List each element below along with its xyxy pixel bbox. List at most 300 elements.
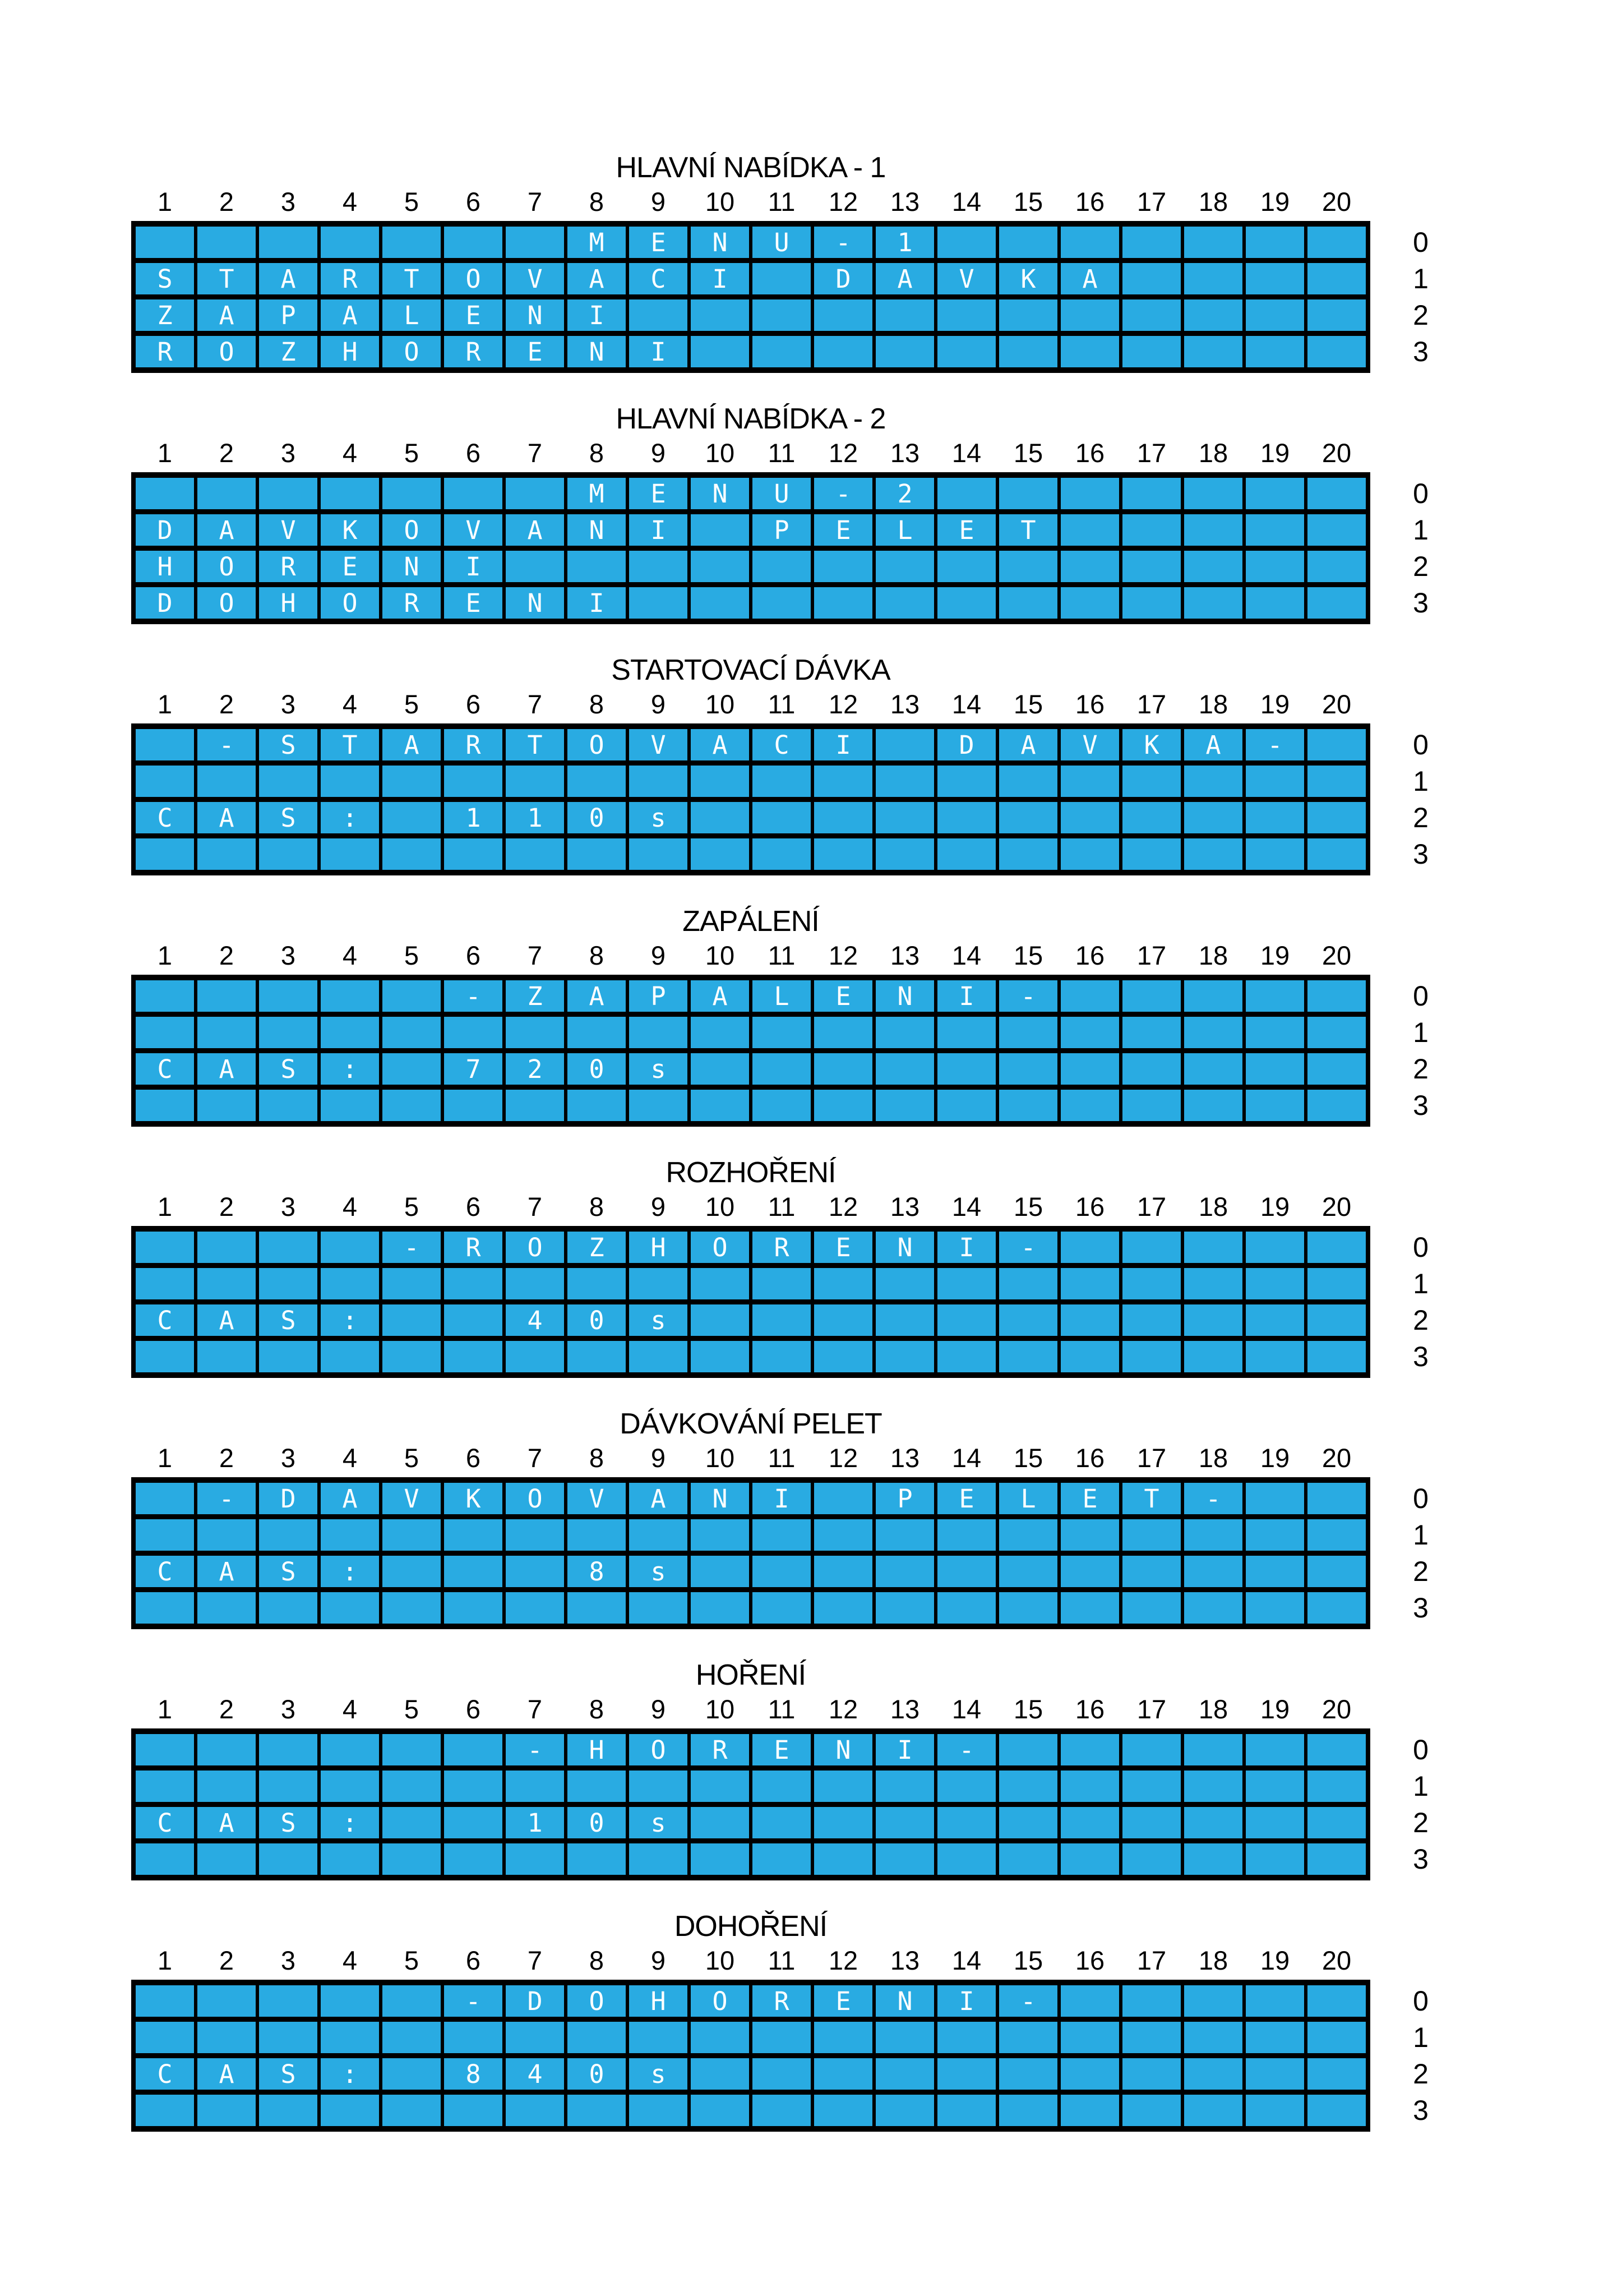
lcd-cell: D (814, 263, 872, 294)
lcd-cell (567, 551, 626, 582)
lcd-cell (1246, 478, 1304, 509)
column-number: 15 (1013, 689, 1043, 719)
lcd-cell (876, 729, 934, 760)
lcd-cell (752, 2058, 811, 2090)
lcd-cell: N (691, 478, 749, 509)
lcd-cell: E (629, 478, 687, 509)
lcd-cell: - (506, 1734, 564, 1765)
lcd-cell (1307, 1843, 1366, 1875)
lcd-cell (629, 1090, 687, 1121)
lcd-cell: s (629, 802, 687, 833)
row-number: 1 (1413, 2022, 1429, 2053)
lcd-cell: R (136, 336, 194, 367)
lcd-cell: O (197, 551, 256, 582)
lcd-cell (1307, 1734, 1366, 1765)
lcd-cell (752, 551, 811, 582)
lcd-cell (1122, 551, 1181, 582)
lcd-cell (629, 1771, 687, 1802)
lcd-cell (321, 1268, 379, 1299)
column-number: 13 (890, 186, 920, 216)
lcd-cell: A (506, 514, 564, 546)
column-number: 3 (280, 940, 296, 970)
lcd-cell (136, 1592, 194, 1624)
lcd-cell: O (382, 336, 441, 367)
lcd-cell: O (382, 514, 441, 546)
column-number: 7 (527, 1191, 543, 1221)
column-number: 20 (1321, 940, 1352, 970)
lcd-cell (876, 2058, 934, 2090)
lcd-cell (999, 2058, 1057, 2090)
lcd-cell (444, 227, 502, 258)
lcd-cell: 8 (567, 1556, 626, 1587)
lcd-cell (382, 1017, 441, 1048)
lcd-cell (1246, 2095, 1304, 2126)
lcd-cell (1184, 1053, 1242, 1085)
lcd-cell (1246, 1304, 1304, 1336)
lcd-cell (136, 766, 194, 797)
column-number: 10 (705, 186, 735, 216)
lcd-cell (136, 478, 194, 509)
lcd-screen-block (131, 1909, 1429, 2132)
lcd-cell: A (197, 802, 256, 833)
lcd-cell: : (321, 1556, 379, 1587)
lcd-cell (1122, 980, 1181, 1012)
column-number: 4 (342, 940, 358, 970)
lcd-cell (259, 1519, 317, 1551)
lcd-cell (1246, 1519, 1304, 1551)
column-number: 7 (527, 689, 543, 719)
lcd-cell (691, 1304, 749, 1336)
column-number: 14 (951, 186, 982, 216)
lcd-cell: - (999, 1985, 1057, 2017)
row-number: 1 (1413, 1519, 1429, 1551)
column-number: 12 (828, 1191, 858, 1221)
lcd-cell (382, 1556, 441, 1587)
lcd-cell: E (1061, 1483, 1119, 1514)
lcd-cell (197, 1734, 256, 1765)
lcd-cell: V (567, 1483, 626, 1514)
column-number: 2 (219, 186, 234, 216)
lcd-cell (1122, 838, 1181, 870)
lcd-cell (1246, 1268, 1304, 1299)
lcd-cell (752, 838, 811, 870)
row-number: 3 (1413, 838, 1429, 870)
lcd-cell: K (444, 1483, 502, 1514)
column-number: 2 (219, 1191, 234, 1221)
lcd-cell (259, 478, 317, 509)
lcd-cell (629, 1519, 687, 1551)
column-number: 2 (219, 437, 234, 468)
lcd-cell (814, 838, 872, 870)
lcd-character-grid (131, 221, 1370, 373)
column-number: 18 (1198, 1945, 1228, 1975)
lcd-cell: L (752, 980, 811, 1012)
lcd-cell (876, 587, 934, 619)
column-number: 17 (1136, 1191, 1167, 1221)
lcd-cell (567, 1341, 626, 1372)
lcd-cell: D (259, 1483, 317, 1514)
lcd-cell (444, 1734, 502, 1765)
lcd-cell (1246, 1843, 1304, 1875)
lcd-cell (752, 802, 811, 833)
lcd-cell (506, 2022, 564, 2053)
lcd-cell (691, 802, 749, 833)
lcd-cell (876, 802, 934, 833)
lcd-cell (999, 1843, 1057, 1875)
lcd-cell (197, 838, 256, 870)
lcd-cell: C (752, 729, 811, 760)
lcd-cell (506, 1592, 564, 1624)
lcd-cell (1061, 1734, 1119, 1765)
lcd-cell (752, 299, 811, 331)
lcd-cell: H (629, 1232, 687, 1263)
lcd-cell (691, 2058, 749, 2090)
lcd-cell (1307, 980, 1366, 1012)
lcd-cell (1307, 2022, 1366, 2053)
column-number: 5 (404, 437, 419, 468)
lcd-cell (999, 838, 1057, 870)
lcd-cell (1061, 2058, 1119, 2090)
lcd-cell (1184, 1232, 1242, 1263)
column-number: 14 (951, 940, 982, 970)
column-number: 9 (650, 186, 666, 216)
lcd-cell (1184, 1843, 1242, 1875)
column-number: 1 (157, 1442, 173, 1473)
lcd-cell (444, 1017, 502, 1048)
lcd-cell (752, 1090, 811, 1121)
lcd-cell (259, 1985, 317, 2017)
lcd-cell (876, 1556, 934, 1587)
lcd-cell: T (506, 729, 564, 760)
lcd-cell (197, 1232, 256, 1263)
lcd-cell: A (567, 263, 626, 294)
row-number: 2 (1413, 1807, 1429, 1838)
column-number: 12 (828, 437, 858, 468)
column-number: 4 (342, 1191, 358, 1221)
lcd-cell (444, 1304, 502, 1336)
lcd-cell: A (1061, 263, 1119, 294)
lcd-cell (1061, 1556, 1119, 1587)
lcd-cell (814, 1483, 872, 1514)
lcd-cell (752, 587, 811, 619)
lcd-cell (691, 1843, 749, 1875)
column-number: 11 (768, 1945, 796, 1975)
lcd-cell: R (444, 336, 502, 367)
lcd-cell (999, 1807, 1057, 1838)
lcd-cell (814, 1053, 872, 1085)
lcd-cell (814, 1519, 872, 1551)
lcd-cell (876, 299, 934, 331)
lcd-cell (814, 1268, 872, 1299)
column-number: 8 (589, 1694, 604, 1724)
lcd-cell (1061, 1341, 1119, 1372)
lcd-cell (999, 766, 1057, 797)
lcd-cell (1061, 2022, 1119, 2053)
lcd-cell (136, 980, 194, 1012)
lcd-cell: D (136, 587, 194, 619)
column-number: 9 (650, 689, 666, 719)
lcd-cell (1184, 1519, 1242, 1551)
lcd-cell (937, 838, 996, 870)
column-number: 1 (157, 940, 173, 970)
lcd-cell (1061, 980, 1119, 1012)
lcd-cell: H (567, 1734, 626, 1765)
lcd-cell: R (259, 551, 317, 582)
lcd-cell (382, 227, 441, 258)
column-number: 7 (527, 186, 543, 216)
column-number: 10 (705, 1191, 735, 1221)
lcd-cell (321, 1090, 379, 1121)
lcd-cell: - (444, 1985, 502, 2017)
lcd-cell (567, 1017, 626, 1048)
lcd-cell: N (506, 587, 564, 619)
lcd-cell: R (444, 1232, 502, 1263)
lcd-cell (1184, 514, 1242, 546)
lcd-cell: 8 (444, 2058, 502, 2090)
lcd-cell (321, 478, 379, 509)
lcd-cell (506, 478, 564, 509)
lcd-cell (691, 2022, 749, 2053)
lcd-cell (136, 1483, 194, 1514)
lcd-cell (752, 1843, 811, 1875)
lcd-cell (1122, 2058, 1181, 2090)
column-number: 15 (1013, 1694, 1043, 1724)
column-number-row (131, 185, 1370, 218)
lcd-cell (1307, 227, 1366, 258)
lcd-cell (1307, 1017, 1366, 1048)
lcd-cell (999, 336, 1057, 367)
lcd-cell: R (752, 1232, 811, 1263)
lcd-cell (136, 1843, 194, 1875)
lcd-cell: N (876, 1232, 934, 1263)
column-number: 6 (465, 689, 481, 719)
lcd-cell: R (382, 587, 441, 619)
lcd-cell (321, 2022, 379, 2053)
column-number: 6 (465, 1694, 481, 1724)
lcd-screen-block (131, 1155, 1429, 1378)
lcd-cell: O (197, 587, 256, 619)
column-number: 12 (828, 1694, 858, 1724)
lcd-cell: V (444, 514, 502, 546)
lcd-cell (1307, 729, 1366, 760)
column-number: 11 (768, 186, 796, 216)
column-number: 8 (589, 1442, 604, 1473)
lcd-cell (1307, 1519, 1366, 1551)
lcd-cell (382, 1592, 441, 1624)
lcd-cell (1246, 1985, 1304, 2017)
column-number: 20 (1321, 186, 1352, 216)
lcd-cell: D (136, 514, 194, 546)
lcd-cell: 2 (506, 1053, 564, 1085)
lcd-cell (444, 1268, 502, 1299)
row-number: 2 (1413, 802, 1429, 833)
column-number: 11 (768, 940, 796, 970)
lcd-cell: : (321, 2058, 379, 2090)
row-number: 3 (1413, 2095, 1429, 2126)
lcd-cell (1307, 263, 1366, 294)
column-number: 5 (404, 1442, 419, 1473)
column-number: 3 (280, 689, 296, 719)
lcd-cell (259, 1268, 317, 1299)
lcd-cell (259, 2022, 317, 2053)
row-number: 0 (1413, 227, 1429, 258)
lcd-cell (321, 1771, 379, 1802)
lcd-cell (1184, 838, 1242, 870)
lcd-cell: V (382, 1483, 441, 1514)
lcd-cell (506, 1519, 564, 1551)
row-number: 0 (1413, 980, 1429, 1012)
lcd-cell: : (321, 1807, 379, 1838)
lcd-cell: I (567, 587, 626, 619)
row-number: 3 (1413, 1090, 1429, 1121)
lcd-cell (1246, 336, 1304, 367)
lcd-cell (999, 1771, 1057, 1802)
lcd-cell (1184, 478, 1242, 509)
lcd-cell (937, 1519, 996, 1551)
lcd-cell: U (752, 478, 811, 509)
lcd-cell (629, 1268, 687, 1299)
lcd-cell (876, 1090, 934, 1121)
lcd-cell (814, 1341, 872, 1372)
lcd-cell (1061, 227, 1119, 258)
lcd-cell: A (197, 1556, 256, 1587)
lcd-cell (136, 1090, 194, 1121)
column-number: 14 (951, 1442, 982, 1473)
lcd-cell: A (382, 729, 441, 760)
column-number: 5 (404, 1694, 419, 1724)
column-number: 10 (705, 689, 735, 719)
lcd-cell: S (259, 729, 317, 760)
lcd-cell (1184, 299, 1242, 331)
lcd-cell: s (629, 1304, 687, 1336)
lcd-cell (814, 1843, 872, 1875)
lcd-cell (1307, 587, 1366, 619)
lcd-cell (321, 1017, 379, 1048)
lcd-cell (691, 1090, 749, 1121)
lcd-cell (752, 1771, 811, 1802)
lcd-cell (999, 1090, 1057, 1121)
lcd-cell (876, 1017, 934, 1048)
column-number: 3 (280, 1442, 296, 1473)
lcd-cell (1307, 802, 1366, 833)
lcd-cell: S (136, 263, 194, 294)
column-number: 8 (589, 689, 604, 719)
lcd-cell (506, 227, 564, 258)
lcd-cell (1246, 1232, 1304, 1263)
lcd-cell (382, 838, 441, 870)
lcd-cell (999, 227, 1057, 258)
lcd-cell (999, 1017, 1057, 1048)
lcd-cell (937, 1090, 996, 1121)
lcd-cell: 0 (567, 1807, 626, 1838)
lcd-cell (1122, 587, 1181, 619)
row-number: 2 (1413, 1304, 1429, 1336)
lcd-cell (1061, 1843, 1119, 1875)
column-number: 6 (465, 1191, 481, 1221)
lcd-character-grid (131, 723, 1370, 875)
lcd-cell (814, 1592, 872, 1624)
lcd-cell (752, 1053, 811, 1085)
column-number: 14 (951, 1191, 982, 1221)
lcd-cell: D (937, 729, 996, 760)
lcd-cell (382, 1519, 441, 1551)
lcd-cell (937, 1304, 996, 1336)
lcd-cell (876, 2095, 934, 2126)
lcd-cell: R (691, 1734, 749, 1765)
row-number: 3 (1413, 336, 1429, 367)
row-number-column (1404, 478, 1438, 619)
lcd-cell (629, 2022, 687, 2053)
lcd-cell: M (567, 227, 626, 258)
column-number: 2 (219, 1694, 234, 1724)
lcd-cell (937, 227, 996, 258)
lcd-cell: E (937, 1483, 996, 1514)
column-number: 5 (404, 186, 419, 216)
lcd-cell: - (444, 980, 502, 1012)
column-number: 11 (768, 689, 796, 719)
lcd-cell (1246, 587, 1304, 619)
lcd-cell: E (814, 980, 872, 1012)
lcd-cell: V (937, 263, 996, 294)
lcd-character-grid (131, 975, 1370, 1127)
row-number: 0 (1413, 478, 1429, 509)
row-number-column (1404, 980, 1438, 1121)
lcd-cell: : (321, 1053, 379, 1085)
lcd-cell: S (259, 1556, 317, 1587)
row-number-column (1404, 1483, 1438, 1624)
lcd-cell (1061, 1771, 1119, 1802)
lcd-cell (1122, 1843, 1181, 1875)
lcd-cell: 0 (567, 1053, 626, 1085)
lcd-cell: N (876, 1985, 934, 2017)
lcd-cell (1307, 514, 1366, 546)
row-number: 2 (1413, 2058, 1429, 2090)
lcd-cell (321, 766, 379, 797)
lcd-cell (136, 729, 194, 760)
lcd-cell: T (999, 514, 1057, 546)
lcd-cell (937, 1807, 996, 1838)
column-number: 3 (280, 437, 296, 468)
lcd-cell (136, 1734, 194, 1765)
lcd-cell (937, 551, 996, 582)
lcd-cell (814, 2095, 872, 2126)
lcd-cell: - (814, 478, 872, 509)
lcd-cell: C (629, 263, 687, 294)
column-number: 13 (890, 1945, 920, 1975)
lcd-cell: A (999, 729, 1057, 760)
lcd-screen-block (131, 653, 1429, 875)
lcd-cell: S (259, 2058, 317, 2090)
lcd-cell (197, 1268, 256, 1299)
column-number-row (131, 1944, 1370, 1976)
column-number: 20 (1321, 689, 1352, 719)
lcd-cell: S (259, 1807, 317, 1838)
lcd-cell (1061, 2095, 1119, 2126)
lcd-cell (1061, 766, 1119, 797)
lcd-cell (259, 1017, 317, 1048)
lcd-cell (1307, 551, 1366, 582)
lcd-cell (937, 1053, 996, 1085)
row-number: 1 (1413, 1771, 1429, 1802)
lcd-cell (259, 838, 317, 870)
column-number: 8 (589, 1191, 604, 1221)
lcd-cell (1184, 587, 1242, 619)
lcd-cell: C (136, 1053, 194, 1085)
lcd-cell (136, 1985, 194, 2017)
lcd-cell: I (567, 299, 626, 331)
screen-title: HOŘENÍ (695, 1659, 806, 1691)
lcd-screen-block (131, 1407, 1429, 1629)
